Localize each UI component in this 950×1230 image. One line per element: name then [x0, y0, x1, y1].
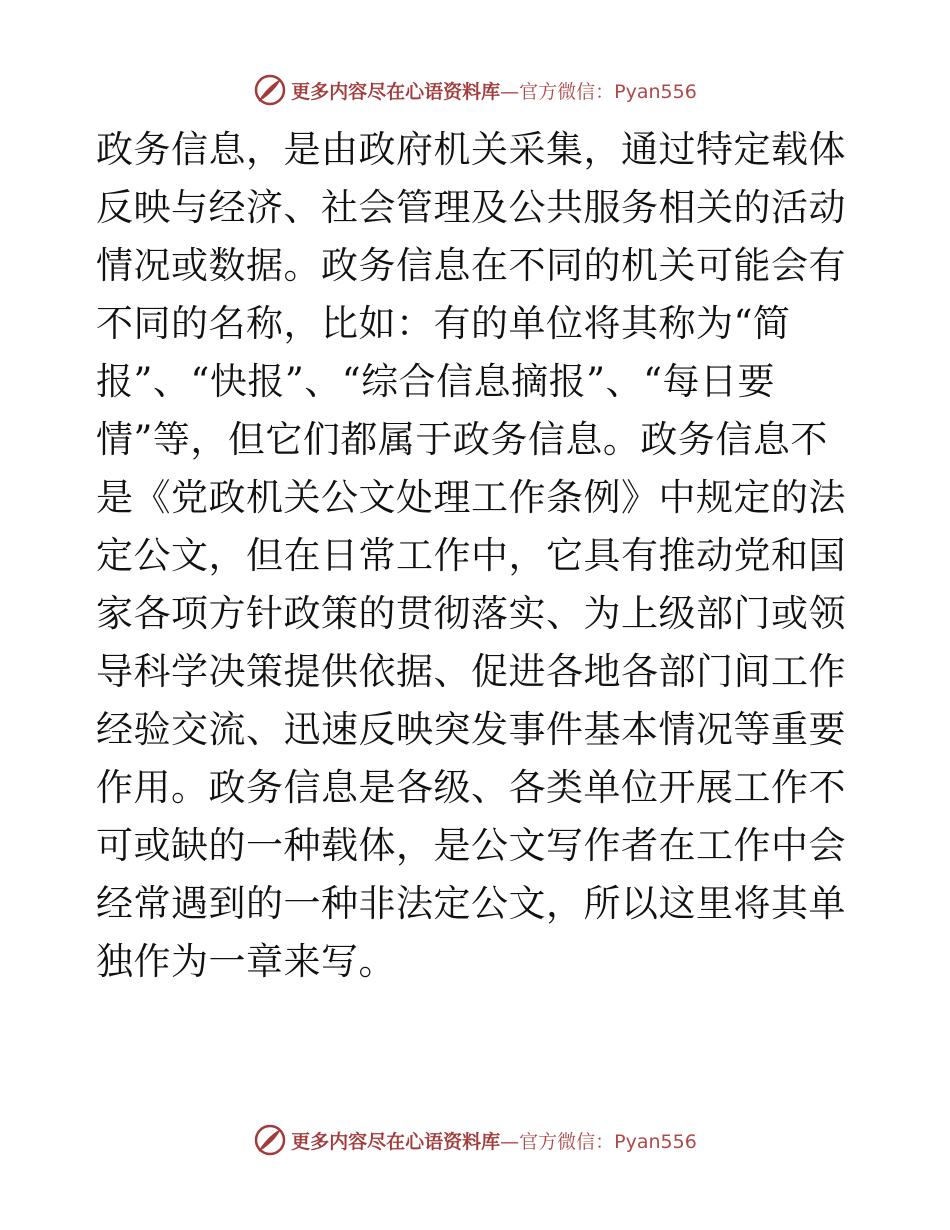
quill-logo-icon: [253, 73, 287, 107]
body-paragraph: 政务信息，是由政府机关采集，通过特定载体反映与经济、社会管理及公共服务相关的活动情况或数据。政务信息在不同的机关可能会有不同的名称，比如：有的单位将其称为“简报”、“快报”、“综合信息摘报”、“每日要情”等，但它们都属于政务信息。政务信息不是《党政机关公文处理工作条例》中规定的法定公文，但在日常工作中，它具有推动党和国家各项方针政策的贯彻落实、为上级部门或领导科学决策提供依据、促进各地各部门间工作经验交流、迅速反映突发事件基本情况等重要作用。政务信息是各级、各类单位开展工作不可或缺的一种载体，是公文写作者在工作中会经常遇到的一种非法定公文，所以这里将其单独作为一章来写。: [96, 128, 846, 983]
document-body: [96, 121, 848, 991]
header-banner: [0, 72, 950, 108]
quill-logo-icon: [253, 1123, 287, 1157]
footer-banner-contact: —官方微信：Pyan556: [500, 1130, 697, 1153]
footer-banner-text: 更多内容尽在心语资料库: [291, 1130, 501, 1153]
header-banner-contact: —官方微信：Pyan556: [500, 80, 697, 103]
footer-banner: [0, 1122, 950, 1158]
header-banner-text: 更多内容尽在心语资料库: [291, 80, 501, 103]
